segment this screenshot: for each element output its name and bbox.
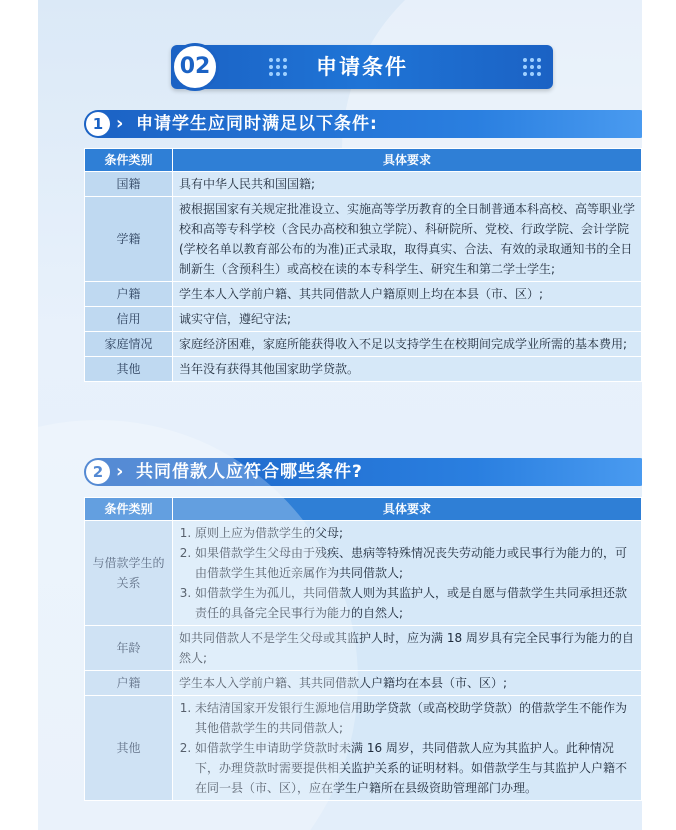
row-requirement: 如共同借款人不是学生父母或其监护人时，应为满 18 周岁具有完全民事行为能力的自然人;	[173, 626, 642, 671]
section-1-number: 1	[86, 112, 110, 136]
row-category: 年龄	[85, 626, 173, 671]
table-row	[85, 332, 642, 357]
table-row	[85, 696, 642, 801]
table-row	[85, 282, 642, 307]
header-requirement: 具体要求	[173, 149, 642, 172]
row-category: 家庭情况	[85, 332, 173, 357]
list-item: 2. 如借款学生申请助学贷款时未满 16 周岁，共同借款人应为其监护人。此种情况下，办理贷款时需要提供相关监护关系的证明材料。如借款学生与其监护人户籍不在同一县（市、区），应在学生户籍所在县级资助管理部门办理。	[195, 738, 635, 798]
row-requirement: 家庭经济困难，家庭所能获得收入不足以支持学生在校期间完成学业所需的基本费用;	[173, 332, 642, 357]
row-requirement: 学生本人入学前户籍、其共同借款人户籍原则上均在本县（市、区）;	[173, 282, 642, 307]
dots-decoration-icon	[269, 58, 287, 76]
section-2-number: 2	[86, 460, 110, 484]
row-category: 学籍	[85, 197, 173, 282]
table-row	[85, 626, 642, 671]
row-category: 其他	[85, 696, 173, 801]
header-category: 条件类别	[85, 149, 173, 172]
title-banner	[171, 45, 553, 89]
header-category: 条件类别	[85, 498, 173, 521]
table-row	[85, 671, 642, 696]
table-row	[85, 521, 642, 626]
section-2-table	[84, 497, 642, 801]
section-2-title: 共同借款人应符合哪些条件?	[136, 462, 363, 482]
table-header-row	[85, 149, 642, 172]
requirement-list	[179, 698, 635, 798]
row-category: 其他	[85, 357, 173, 382]
section-2-header	[84, 458, 642, 486]
chevron-right-icon: ›	[116, 113, 124, 134]
dots-decoration-icon	[523, 58, 541, 76]
row-requirement: 被根据国家有关规定批准设立、实施高等学历教育的全日制普通本科高校、高等职业学校和高等专科学校（含民办高校和独立学院）、科研院所、党校、行政学院、会计学院(学校名单以教育部公布的为准)正式录取，取得真实、合法、有效的录取通知书的全日制新生（含预科生）或高校在读的本专科学生、研究生和第二学士学生;	[173, 197, 642, 282]
section-1-header	[84, 110, 642, 138]
row-requirement	[173, 696, 642, 801]
row-category: 户籍	[85, 671, 173, 696]
table-row	[85, 197, 642, 282]
list-item: 2. 如果借款学生父母由于残疾、患病等特殊情况丧失劳动能力或民事行为能力的，可由借款学生其他近亲属作为共同借款人;	[195, 543, 635, 583]
list-item: 1. 未结清国家开发银行生源地信用助学贷款（或高校助学贷款）的借款学生不能作为其他借款学生的共同借款人;	[195, 698, 635, 738]
header-requirement: 具体要求	[173, 498, 642, 521]
section-1-title: 申请学生应同时满足以下条件:	[136, 114, 378, 134]
requirement-list	[179, 523, 635, 623]
row-requirement: 具有中华人民共和国国籍;	[173, 172, 642, 197]
row-category: 与借款学生的关系	[85, 521, 173, 626]
row-category: 户籍	[85, 282, 173, 307]
document-page	[38, 0, 642, 830]
chevron-right-icon: ›	[116, 461, 124, 482]
row-category: 国籍	[85, 172, 173, 197]
list-item: 3. 如借款学生为孤儿，共同借款人则为其监护人，或是自愿与借款学生共同承担还款责任的具备完全民事行为能力的自然人;	[195, 583, 635, 623]
row-requirement: 诚实守信，遵纪守法;	[173, 307, 642, 332]
banner-number: 02	[171, 43, 219, 91]
list-item: 1. 原则上应为借款学生的父母;	[195, 523, 635, 543]
banner-title: 申请条件	[316, 55, 408, 79]
row-category: 信用	[85, 307, 173, 332]
row-requirement	[173, 521, 642, 626]
row-requirement: 学生本人入学前户籍、其共同借款人户籍均在本县（市、区）;	[173, 671, 642, 696]
section-1-table	[84, 148, 642, 382]
table-row	[85, 307, 642, 332]
table-header-row	[85, 498, 642, 521]
table-row	[85, 172, 642, 197]
row-requirement: 当年没有获得其他国家助学贷款。	[173, 357, 642, 382]
table-row	[85, 357, 642, 382]
